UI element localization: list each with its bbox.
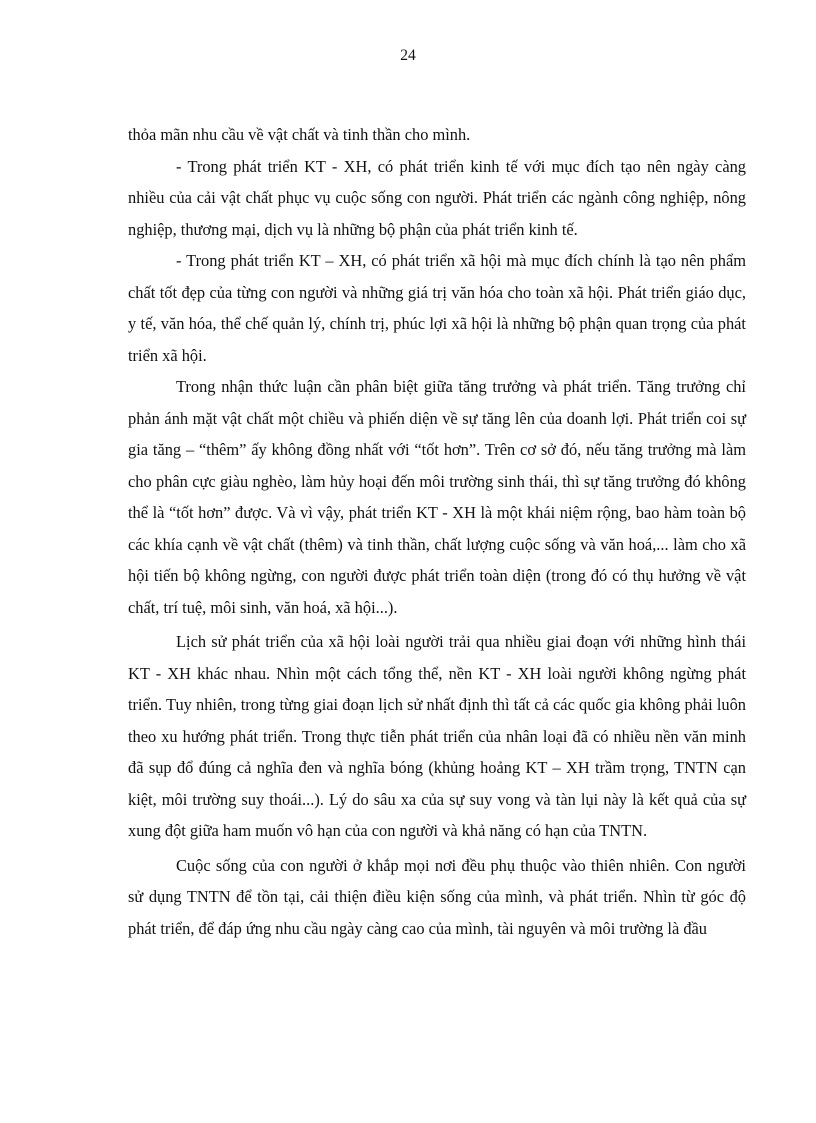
paragraph-social-development: - Trong phát triển KT – XH, có phát triển xã hội mà mục đích chính là tạo nên phẩm chất tốt đẹp của từng con người và những giá trị văn hóa cho toàn xã hội. Phát triển giáo dục, y tế, văn hóa, thể chế quản lý, chính trị, phúc lợi xã hội là những bộ phận quan trọng của phát triển xã hội. xyxy=(128,251,746,365)
paragraph-dependence-on-nature: Cuộc sống của con người ở khắp mọi nơi đều phụ thuộc vào thiên nhiên. Con người sử dụng TNTN để tồn tại, cải thiện điều kiện sống của mình, và phát triển. Nhìn từ góc độ phát triển, để đáp ứng nhu cầu ngày càng cao của mình, tài nguyên và môi trường là đầu xyxy=(128,855,746,938)
paragraph-continuation: thỏa mãn nhu cầu về vật chất và tinh thần cho mình. xyxy=(128,125,471,144)
document-body xyxy=(128,119,746,944)
paragraph-history-of-development: Lịch sử phát triển của xã hội loài người trải qua nhiều giai đoạn với những hình thái KT - XH khác nhau. Nhìn một cách tổng thể, nền KT - XH loài người không ngừng phát triển. Tuy nhiên, trong từng giai đoạn lịch sử nhất định thì tất cả các quốc gia không phải luôn theo xu hướng phát triển. Trong thực tiễn phát triển của nhân loại đã có nhiều nền văn minh đã sụp đổ đúng cả nghĩa đen và nghĩa bóng (khủng hoảng KT – XH trầm trọng, TNTN cạn kiệt, môi trường suy thoái...). Lý do sâu xa của sự suy vong và tàn lụi này là kết quả của sự xung đột giữa ham muốn vô hạn của con người và khả năng có hạn của TNTN. xyxy=(128,632,746,840)
paragraph-growth-vs-development: Trong nhận thức luận cần phân biệt giữa tăng trưởng và phát triển. Tăng trưởng chỉ phản ánh mặt vật chất một chiều và phiến diện về sự tăng lên của doanh lợi. Phát triển coi sự gia tăng – “thêm” ấy không đồng nhất với “tốt hơn”. Trên cơ sở đó, nếu tăng trưởng mà làm cho phân cực giàu nghèo, làm hủy hoại đến môi trường sinh thái, thì sự tăng trưởng đó không thể là “tốt hơn” được. Và vì vậy, phát triển KT - XH là một khái niệm rộng, bao hàm toàn bộ các khía cạnh về vật chất (thêm) và tinh thần, chất lượng cuộc sống và văn hoá,... làm cho xã hội tiến bộ không ngừng, con người được phát triển toàn diện (trong đó có thụ hưởng về vật chất, trí tuệ, môi sinh, văn hoá, xã hội...). xyxy=(128,377,746,617)
paragraph-economic-development: - Trong phát triển KT - XH, có phát triển kinh tế với mục đích tạo nên ngày càng nhiều của cải vật chất phục vụ cuộc sống con người. Phát triển các ngành công nghiệp, nông nghiệp, thương mại, dịch vụ là những bộ phận của phát triển kinh tế. xyxy=(128,156,746,239)
page-number: 24 xyxy=(400,47,416,64)
